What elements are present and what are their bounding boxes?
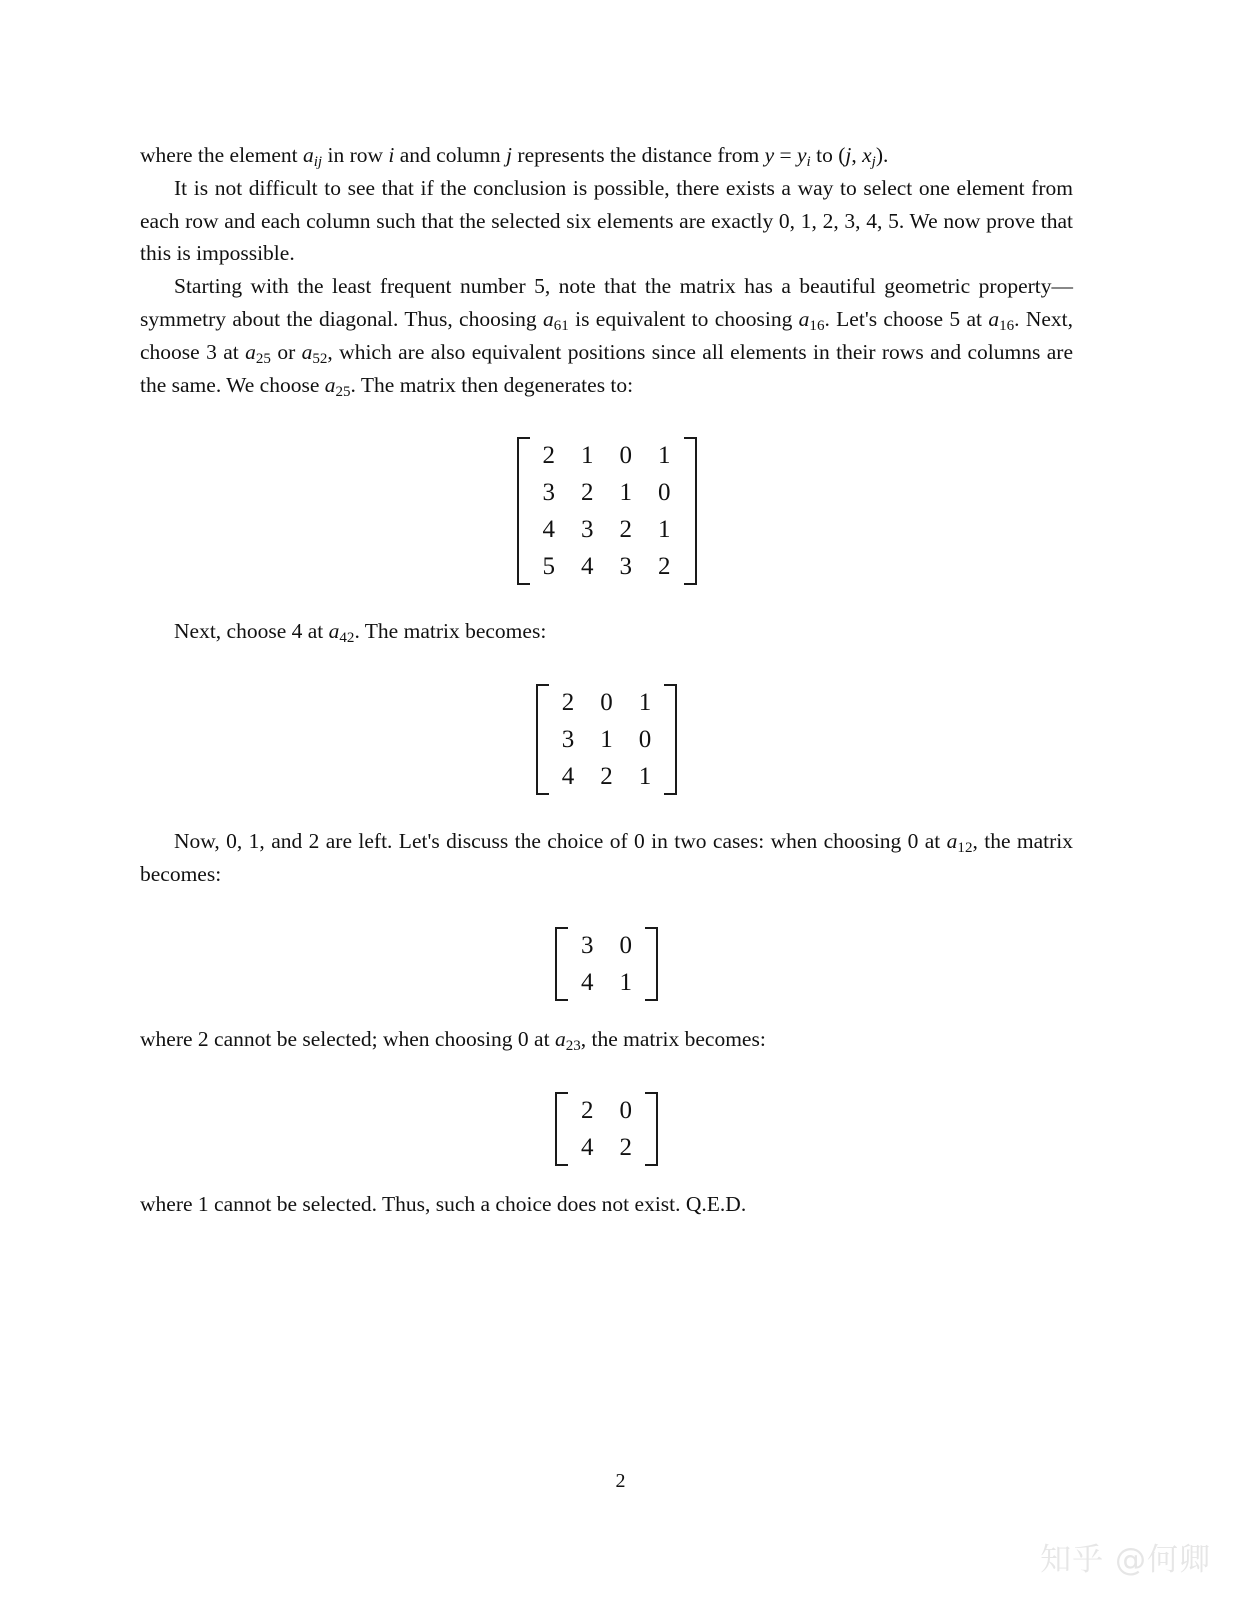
math-a-ij: a: [302, 143, 314, 167]
text-run: Now, 0, 1, and 2 are left. Let's discuss the choice of 0 in two cases: when choosing 0 at: [174, 829, 947, 854]
matrix-cell: 3: [542, 479, 555, 507]
text-run: or: [270, 339, 302, 364]
matrix-cell: 4: [581, 1133, 594, 1161]
matrix-row: [530, 474, 684, 511]
matrix-cell: 4: [581, 553, 594, 581]
spacer: [140, 585, 1073, 615]
text-run: represents the distance from: [512, 143, 765, 167]
matrix-4-grid: [568, 1092, 645, 1166]
text-run: in row: [322, 143, 389, 167]
matrix-3-grid: [568, 927, 645, 1001]
paragraph-not-difficult: It is not difficult to see that if the conclusion is possible, there exists a way to select one element from each row and each column such that the selected six elements are exactly 0, 1, 2, 3, 4, 5. We now prove that this is impossible.: [140, 175, 1073, 266]
matrix-row: [568, 1129, 645, 1166]
matrix-cell: 2: [542, 442, 555, 470]
matrix-1-grid: [530, 437, 684, 585]
matrix-cell: 0: [638, 726, 652, 754]
matrix-cell: 2: [561, 689, 575, 717]
matrix-cell: 4: [542, 516, 555, 544]
matrix-4-left-bracket: [555, 1092, 568, 1166]
spacer: [140, 891, 1073, 927]
text-run: where the element: [140, 143, 303, 167]
matrix-cell: 0: [600, 689, 613, 717]
text-run: , the matrix becomes:: [580, 1026, 766, 1051]
matrix-cell: 1: [581, 442, 594, 470]
matrix-cell: 2: [581, 1096, 594, 1124]
math-a-12-subscript: 12: [957, 840, 973, 857]
math-a-25-b-subscript: 25: [335, 383, 351, 400]
matrix-cell: 2: [581, 479, 594, 507]
paragraph-next-choose-4: [140, 615, 1073, 648]
matrix-1-block: [140, 437, 1073, 585]
matrix-2-right-bracket: [664, 684, 677, 795]
matrix-2-grid: [549, 684, 665, 795]
math-a-23-subscript: 23: [565, 1037, 581, 1054]
matrix-cell: 0: [619, 931, 632, 959]
matrix-cell: 0: [658, 479, 671, 507]
matrix-4: [555, 1092, 658, 1166]
text-run: ,: [851, 143, 863, 167]
matrix-3-right-bracket: [645, 927, 658, 1001]
spacer: [140, 1056, 1073, 1092]
text-run: . Let's choose 5 at: [824, 306, 989, 331]
matrix-cell: 1: [619, 479, 632, 507]
math-a-42-subscript: 42: [339, 630, 355, 647]
matrix-cell: 2: [619, 516, 632, 544]
matrix-row: [568, 964, 645, 1001]
spacer: [140, 401, 1073, 437]
spacer: [140, 1166, 1073, 1188]
math-y: y: [764, 143, 775, 167]
matrix-3-block: [140, 927, 1073, 1001]
matrix-row: [568, 927, 645, 964]
math-a-25-subscript: 25: [255, 350, 271, 367]
math-a-52: a: [301, 339, 313, 364]
math-a-42: a: [328, 619, 340, 644]
matrix-cell: 2: [658, 553, 671, 581]
matrix-row: [530, 548, 684, 585]
math-x-j-subscript: j: [871, 154, 876, 171]
matrix-cell: 3: [581, 516, 594, 544]
math-a-ij-subscript: ij: [313, 154, 323, 171]
text-run: is equivalent to choosing: [568, 306, 799, 331]
matrix-3: [555, 927, 658, 1001]
text-run: , the matrix becomes:: [140, 829, 1074, 886]
matrix-2-left-bracket: [536, 684, 549, 795]
zhihu-watermark: 知乎 @何卿: [1040, 1542, 1211, 1578]
math-y-i: y: [797, 143, 807, 167]
matrix-cell: 3: [581, 931, 594, 959]
matrix-cell: 0: [619, 1096, 632, 1124]
text-run: where 2 cannot be selected; when choosing 0 at: [140, 1026, 555, 1051]
matrix-2: [536, 684, 678, 795]
matrix-4-right-bracket: [645, 1092, 658, 1166]
paragraph-where-element: [140, 139, 1073, 172]
matrix-4-block: [140, 1092, 1073, 1166]
matrix-row: [549, 721, 665, 758]
math-a-16-b: a: [988, 306, 1000, 331]
matrix-cell: 1: [658, 516, 671, 544]
math-a-61: a: [543, 306, 554, 331]
matrix-row: [549, 758, 665, 795]
matrix-cell: 1: [638, 763, 652, 791]
text-run: , which are also equivalent positions since all elements in their rows and columns are the same. We choose: [140, 339, 1073, 397]
page-number: 2: [615, 1470, 626, 1492]
matrix-cell: 0: [619, 442, 632, 470]
math-a-25: a: [245, 339, 256, 364]
matrix-1: [517, 437, 697, 585]
spacer: [140, 795, 1073, 825]
matrix-cell: 1: [638, 689, 652, 717]
matrix-cell: 1: [600, 726, 613, 754]
math-a-16: a: [798, 306, 810, 331]
matrix-row: [568, 1092, 645, 1129]
math-a-16-b-subscript: 16: [999, 318, 1015, 335]
matrix-cell: 1: [619, 968, 632, 996]
text-run: to (: [810, 143, 846, 167]
matrix-cell: 1: [658, 442, 671, 470]
matrix-cell: 3: [619, 553, 632, 581]
matrix-row: [530, 511, 684, 548]
math-x-j: x: [862, 143, 872, 167]
math-a-25-b: a: [324, 372, 336, 397]
text-run: ).: [875, 143, 889, 167]
matrix-cell: 5: [542, 553, 555, 581]
text-run: Next, choose 4 at: [174, 619, 329, 644]
text-run: . Next, choose 3 at: [140, 306, 1073, 364]
matrix-1-right-bracket: [684, 437, 697, 585]
math-a-52-subscript: 52: [312, 350, 328, 367]
paragraph-starting-least-frequent: [140, 270, 1073, 401]
math-a-23: a: [554, 1026, 566, 1051]
math-j-2: j: [845, 143, 852, 167]
spacer: [140, 648, 1073, 684]
math-j: j: [506, 143, 513, 167]
math-a-16-subscript: 16: [809, 318, 825, 335]
text-run: and column: [394, 143, 507, 167]
matrix-cell: 4: [581, 968, 594, 996]
matrix-cell: 3: [561, 726, 575, 754]
math-a-61-subscript: 61: [553, 318, 569, 335]
math-y-i-subscript: i: [806, 154, 811, 171]
matrix-1-left-bracket: [517, 437, 530, 585]
text-run: . The matrix becomes:: [354, 619, 547, 644]
matrix-cell: 4: [561, 763, 575, 791]
matrix-2-block: [140, 684, 1073, 795]
math-equals: =: [774, 143, 797, 167]
spacer: [140, 1001, 1073, 1023]
paragraph-now-0-1-2-left: [140, 825, 1073, 891]
text-run: Starting with the least frequent number 5, note that the matrix has a beautiful geometric property—symmetry about the diagonal. Thus, choosing: [140, 274, 1073, 331]
matrix-cell: 2: [619, 1133, 632, 1161]
matrix-cell: 2: [600, 763, 613, 791]
math-a-12: a: [946, 829, 958, 854]
matrix-row: [549, 684, 665, 721]
math-i: i: [388, 143, 395, 167]
paragraph-where-2-cannot: [140, 1023, 1073, 1056]
matrix-3-left-bracket: [555, 927, 568, 1001]
text-run: . The matrix then degenerates to:: [350, 372, 634, 397]
page-content: [140, 139, 1073, 1220]
matrix-row: [530, 437, 684, 474]
paragraph-where-1-cannot-qed: where 1 cannot be selected. Thus, such a choice does not exist. Q.E.D.: [140, 1191, 747, 1216]
